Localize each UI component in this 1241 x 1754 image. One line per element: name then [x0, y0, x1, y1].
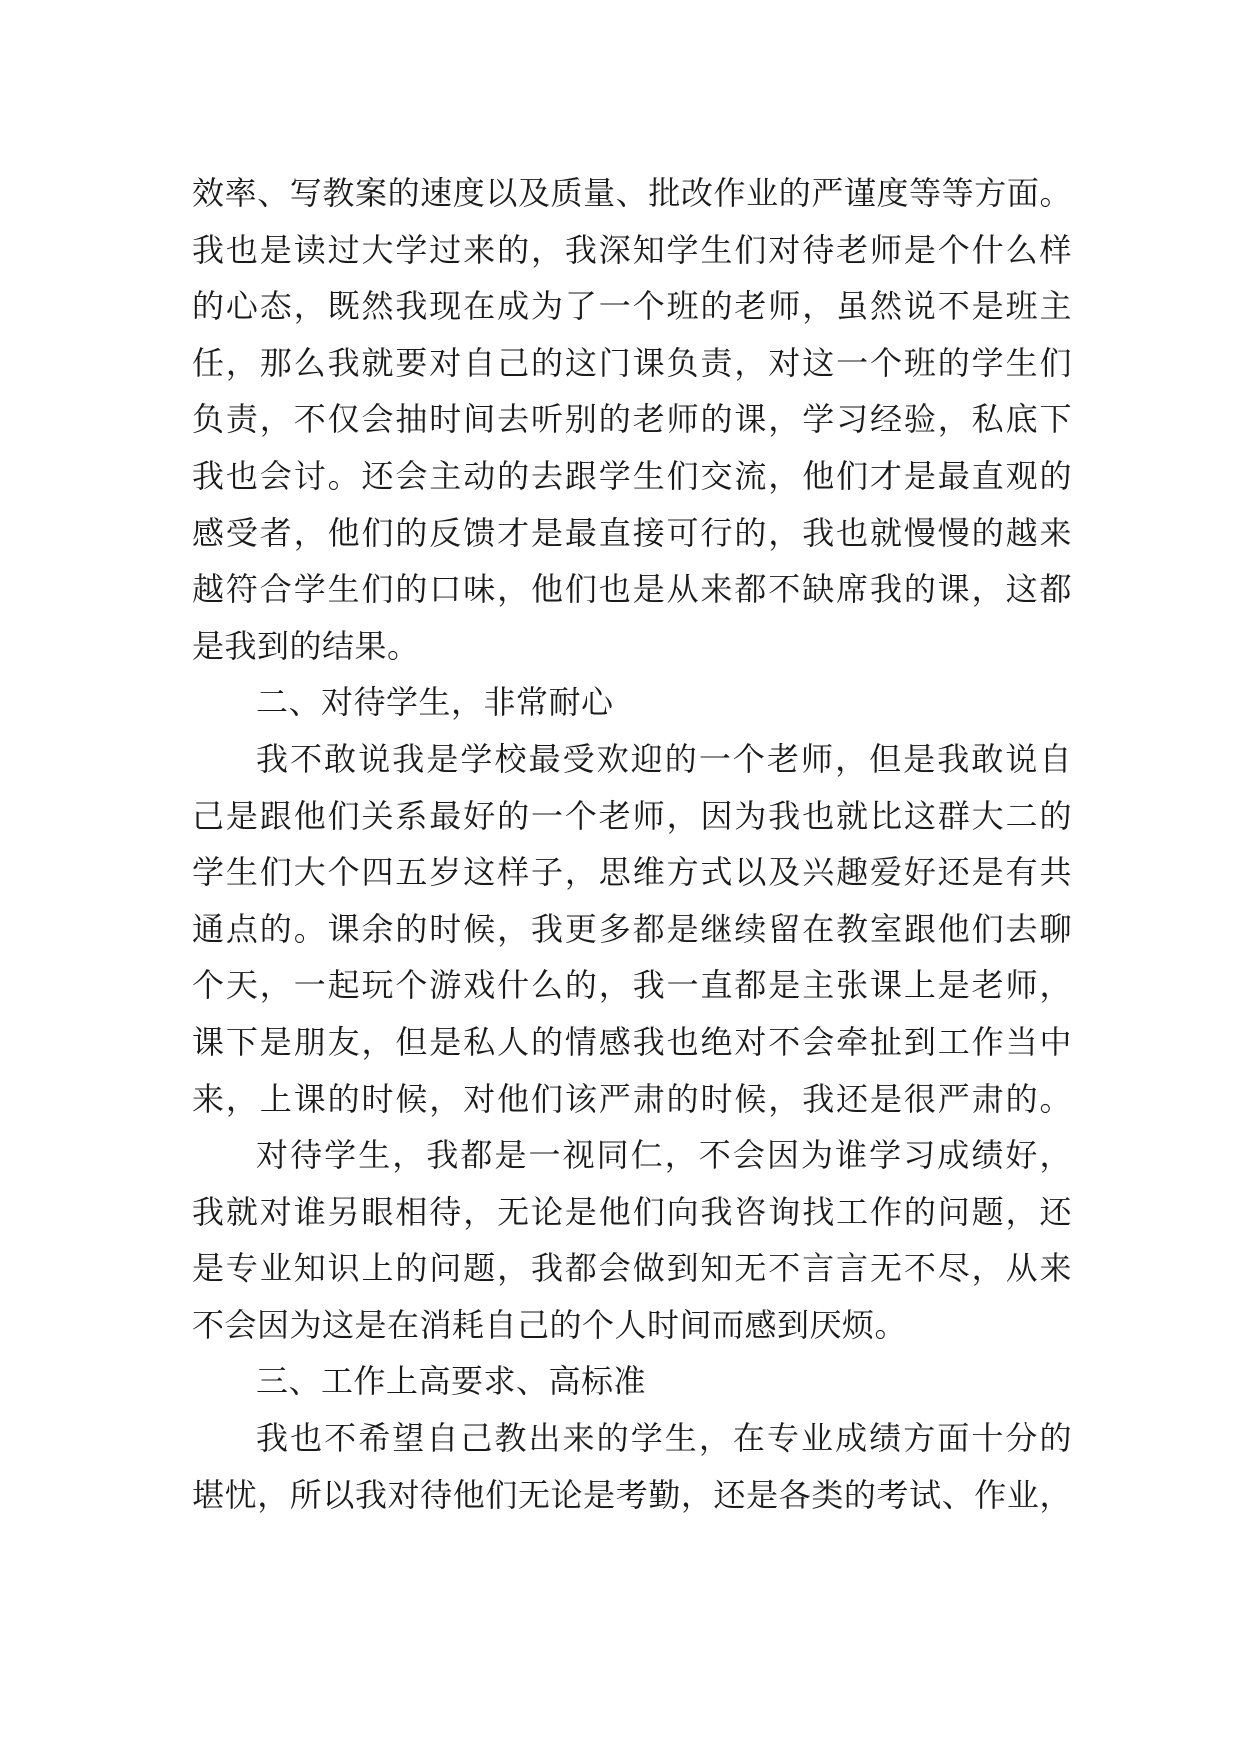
text-line: 己是跟他们关系最好的一个老师，因为我也就比这群大二的: [192, 796, 1072, 835]
text-line: 感受者，他们的反馈才是最直接可行的，我也就慢慢的越来: [192, 513, 1072, 552]
text-line: 不会因为这是在消耗自己的个人时间而感到厌烦。: [192, 1305, 908, 1344]
text-line: 个天，一起玩个游戏什么的，我一直都是主张课上是老师，: [192, 966, 1072, 1005]
document-body: [192, 165, 1072, 1523]
text-line: 二、对待学生，非常耐心: [256, 683, 614, 722]
text-line: 学生们大个四五岁这样子，思维方式以及兴趣爱好还是有共: [192, 853, 1072, 892]
text-line: 效率、写教案的速度以及质量、批改作业的严谨度等等方面。: [192, 174, 1072, 212]
text-line: 堪忧，所以我对待他们无论是考勤，还是各类的考试、作业，: [192, 1475, 1072, 1514]
text-line: 课下是朋友，但是私人的情感我也绝对不会牵扯到工作当中: [192, 1022, 1072, 1061]
text-line: 我也会讨。还会主动的去跟学生们交流，他们才是最直观的: [192, 456, 1072, 495]
text-line: 是我到的结果。: [192, 626, 420, 665]
text-line: 我也不希望自己教出来的学生，在专业成绩方面十分的: [256, 1419, 1072, 1458]
text-line: 我就对谁另眼相待，无论是他们向我咨询找工作的问题，还: [192, 1192, 1072, 1231]
text-line: 我也是读过大学过来的，我深知学生们对待老师是个什么样: [192, 230, 1072, 269]
text-line: 的心态，既然我现在成为了一个班的老师，虽然说不是班主: [192, 287, 1072, 326]
text-line: 来，上课的时候，对他们该严肃的时候，我还是很严肃的。: [192, 1079, 1072, 1118]
text-line: 通点的。课余的时候，我更多都是继续留在教室跟他们去聊: [192, 909, 1072, 948]
text-line: 越符合学生们的口味，他们也是从来都不缺席我的课，这都: [192, 570, 1072, 609]
text-line: 任，那么我就要对自己的这门课负责，对这一个班的学生们: [192, 343, 1072, 382]
text-line: 三、工作上高要求、高标准: [256, 1362, 647, 1401]
text-line: 对待学生，我都是一视同仁，不会因为谁学习成绩好，: [256, 1136, 1072, 1175]
text-line: 是专业知识上的问题，我都会做到知无不言言无不尽，从来: [192, 1249, 1072, 1288]
text-line: 负责，不仅会抽时间去听别的老师的课，学习经验，私底下: [192, 400, 1072, 439]
text-line: 我不敢说我是学校最受欢迎的一个老师，但是我敢说自: [256, 739, 1072, 778]
